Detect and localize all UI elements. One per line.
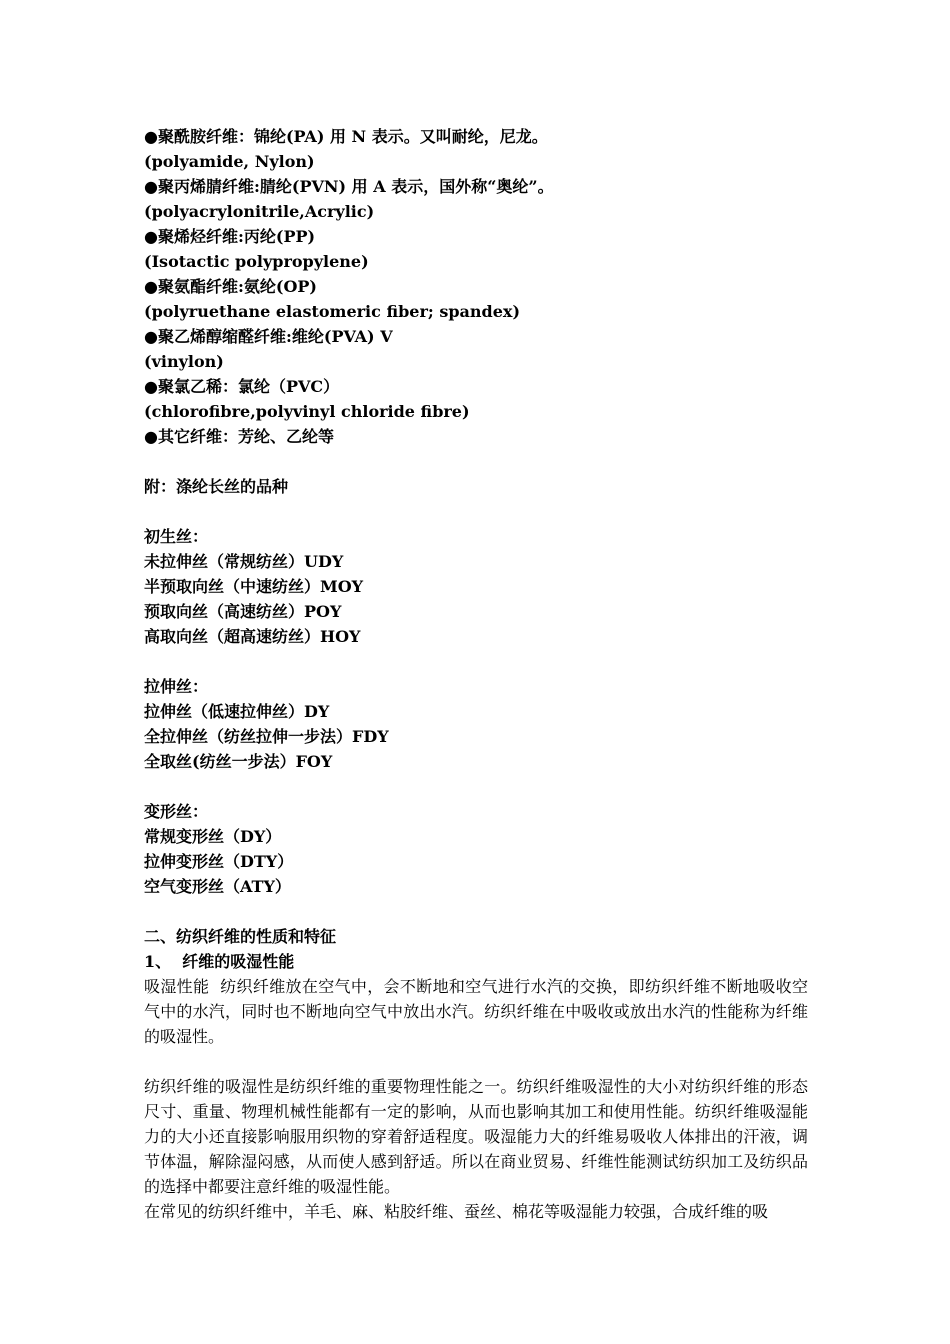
drawn-yarn-section bbox=[144, 674, 808, 774]
fiber-list-line: ●聚烯烃纤维:丙纶(PP) bbox=[144, 227, 316, 246]
section-subtitle: 1、 纤维的吸湿性能 bbox=[144, 952, 295, 971]
document-page bbox=[144, 124, 808, 1224]
textured-yarn-section bbox=[144, 799, 808, 899]
drawn-yarn-heading: 拉伸丝： bbox=[144, 677, 209, 696]
appendix-title: 附：涤纶长丝的品种 bbox=[144, 477, 289, 496]
paragraph: 吸湿性能 纺织纤维放在空气中，会不断地和空气进行水汽的交换，即纺织纤维不断地吸收空气中的水汽，同时也不断地向空气中放出水汽。纺织纤维在中吸收或放出水汽的性能称为纤维的吸湿性。 bbox=[144, 977, 808, 1046]
fiber-list-line: (vinylon) bbox=[144, 352, 224, 371]
fiber-list-line: ●聚丙烯腈纤维:腈纶(PVN) 用 A 表示，国外称“奥纶”。 bbox=[144, 177, 554, 196]
blank-line bbox=[144, 899, 808, 924]
fiber-list-line: ●聚氨酯纤维:氨纶(OP) bbox=[144, 277, 317, 296]
paragraph: 纺织纤维的吸湿性是纺织纤维的重要物理性能之一。纺织纤维吸湿性的大小对纺织纤维的形态尺寸、重量、物理机械性能都有一定的影响，从而也影响其加工和使用性能。纺织纤维吸湿能力的大小还直接影响服用织物的穿着舒适程度。吸湿能力大的纤维易吸收人体排出的汗液，调节体温，解除湿闷感，从而使人感到舒适。所以在商业贸易、纤维性能测试纺织加工及纺织品的选择中都要注意纤维的吸湿性能。 bbox=[144, 1077, 808, 1196]
paragraph: 在常见的纺织纤维中，羊毛、麻、粘胶纤维、蚕丝、棉花等吸湿能力较强，合成纤维的吸 bbox=[144, 1202, 769, 1221]
initial-yarn-heading: 初生丝： bbox=[144, 527, 209, 546]
list-item: 半预取向丝（中速纺丝）MOY bbox=[144, 577, 364, 596]
fiber-list-line: (polyamide, Nylon) bbox=[144, 152, 315, 171]
blank-line bbox=[144, 499, 808, 524]
list-item: 拉伸变形丝（DTY） bbox=[144, 852, 294, 871]
list-item: 空气变形丝（ATY） bbox=[144, 877, 291, 896]
blank-line bbox=[144, 649, 808, 674]
list-item: 常规变形丝（DY） bbox=[144, 827, 282, 846]
fiber-list-line: ●其它纤维：芳纶、乙纶等 bbox=[144, 427, 334, 446]
blank-line bbox=[144, 1049, 808, 1074]
list-item: 全取丝(纺丝一步法）FOY bbox=[144, 752, 333, 771]
list-item: 拉伸丝（低速拉伸丝）DY bbox=[144, 702, 330, 721]
section-2 bbox=[144, 924, 808, 1224]
blank-line bbox=[144, 449, 808, 474]
fiber-list-line: ●聚乙烯醇缩醛纤维:维纶(PVA) V bbox=[144, 327, 393, 346]
initial-yarn-section bbox=[144, 524, 808, 649]
fiber-list-line: ●聚酰胺纤维：锦纶(PA) 用 N 表示。又叫耐纶，尼龙。 bbox=[144, 127, 548, 146]
fiber-list-line: (Isotactic polypropylene) bbox=[144, 252, 369, 271]
list-item: 全拉伸丝（纺丝拉伸一步法）FDY bbox=[144, 727, 389, 746]
fiber-list-line: (chlorofibre,polyvinyl chloride fibre) bbox=[144, 402, 470, 421]
section-title: 二、纺织纤维的性质和特征 bbox=[144, 927, 337, 946]
fiber-list-line: ●聚氯乙稀：氯纶（PVC） bbox=[144, 377, 340, 396]
textured-yarn-heading: 变形丝： bbox=[144, 802, 209, 821]
list-item: 高取向丝（超高速纺丝）HOY bbox=[144, 627, 361, 646]
list-item: 未拉伸丝（常规纺丝）UDY bbox=[144, 552, 344, 571]
fiber-list-line: (polyruethane elastomeric fiber; spandex) bbox=[144, 302, 521, 321]
blank-line bbox=[144, 774, 808, 799]
list-item: 预取向丝（高速纺丝）POY bbox=[144, 602, 342, 621]
fiber-list-line: (polyacrylonitrile,Acrylic) bbox=[144, 202, 375, 221]
fiber-list bbox=[144, 124, 808, 449]
